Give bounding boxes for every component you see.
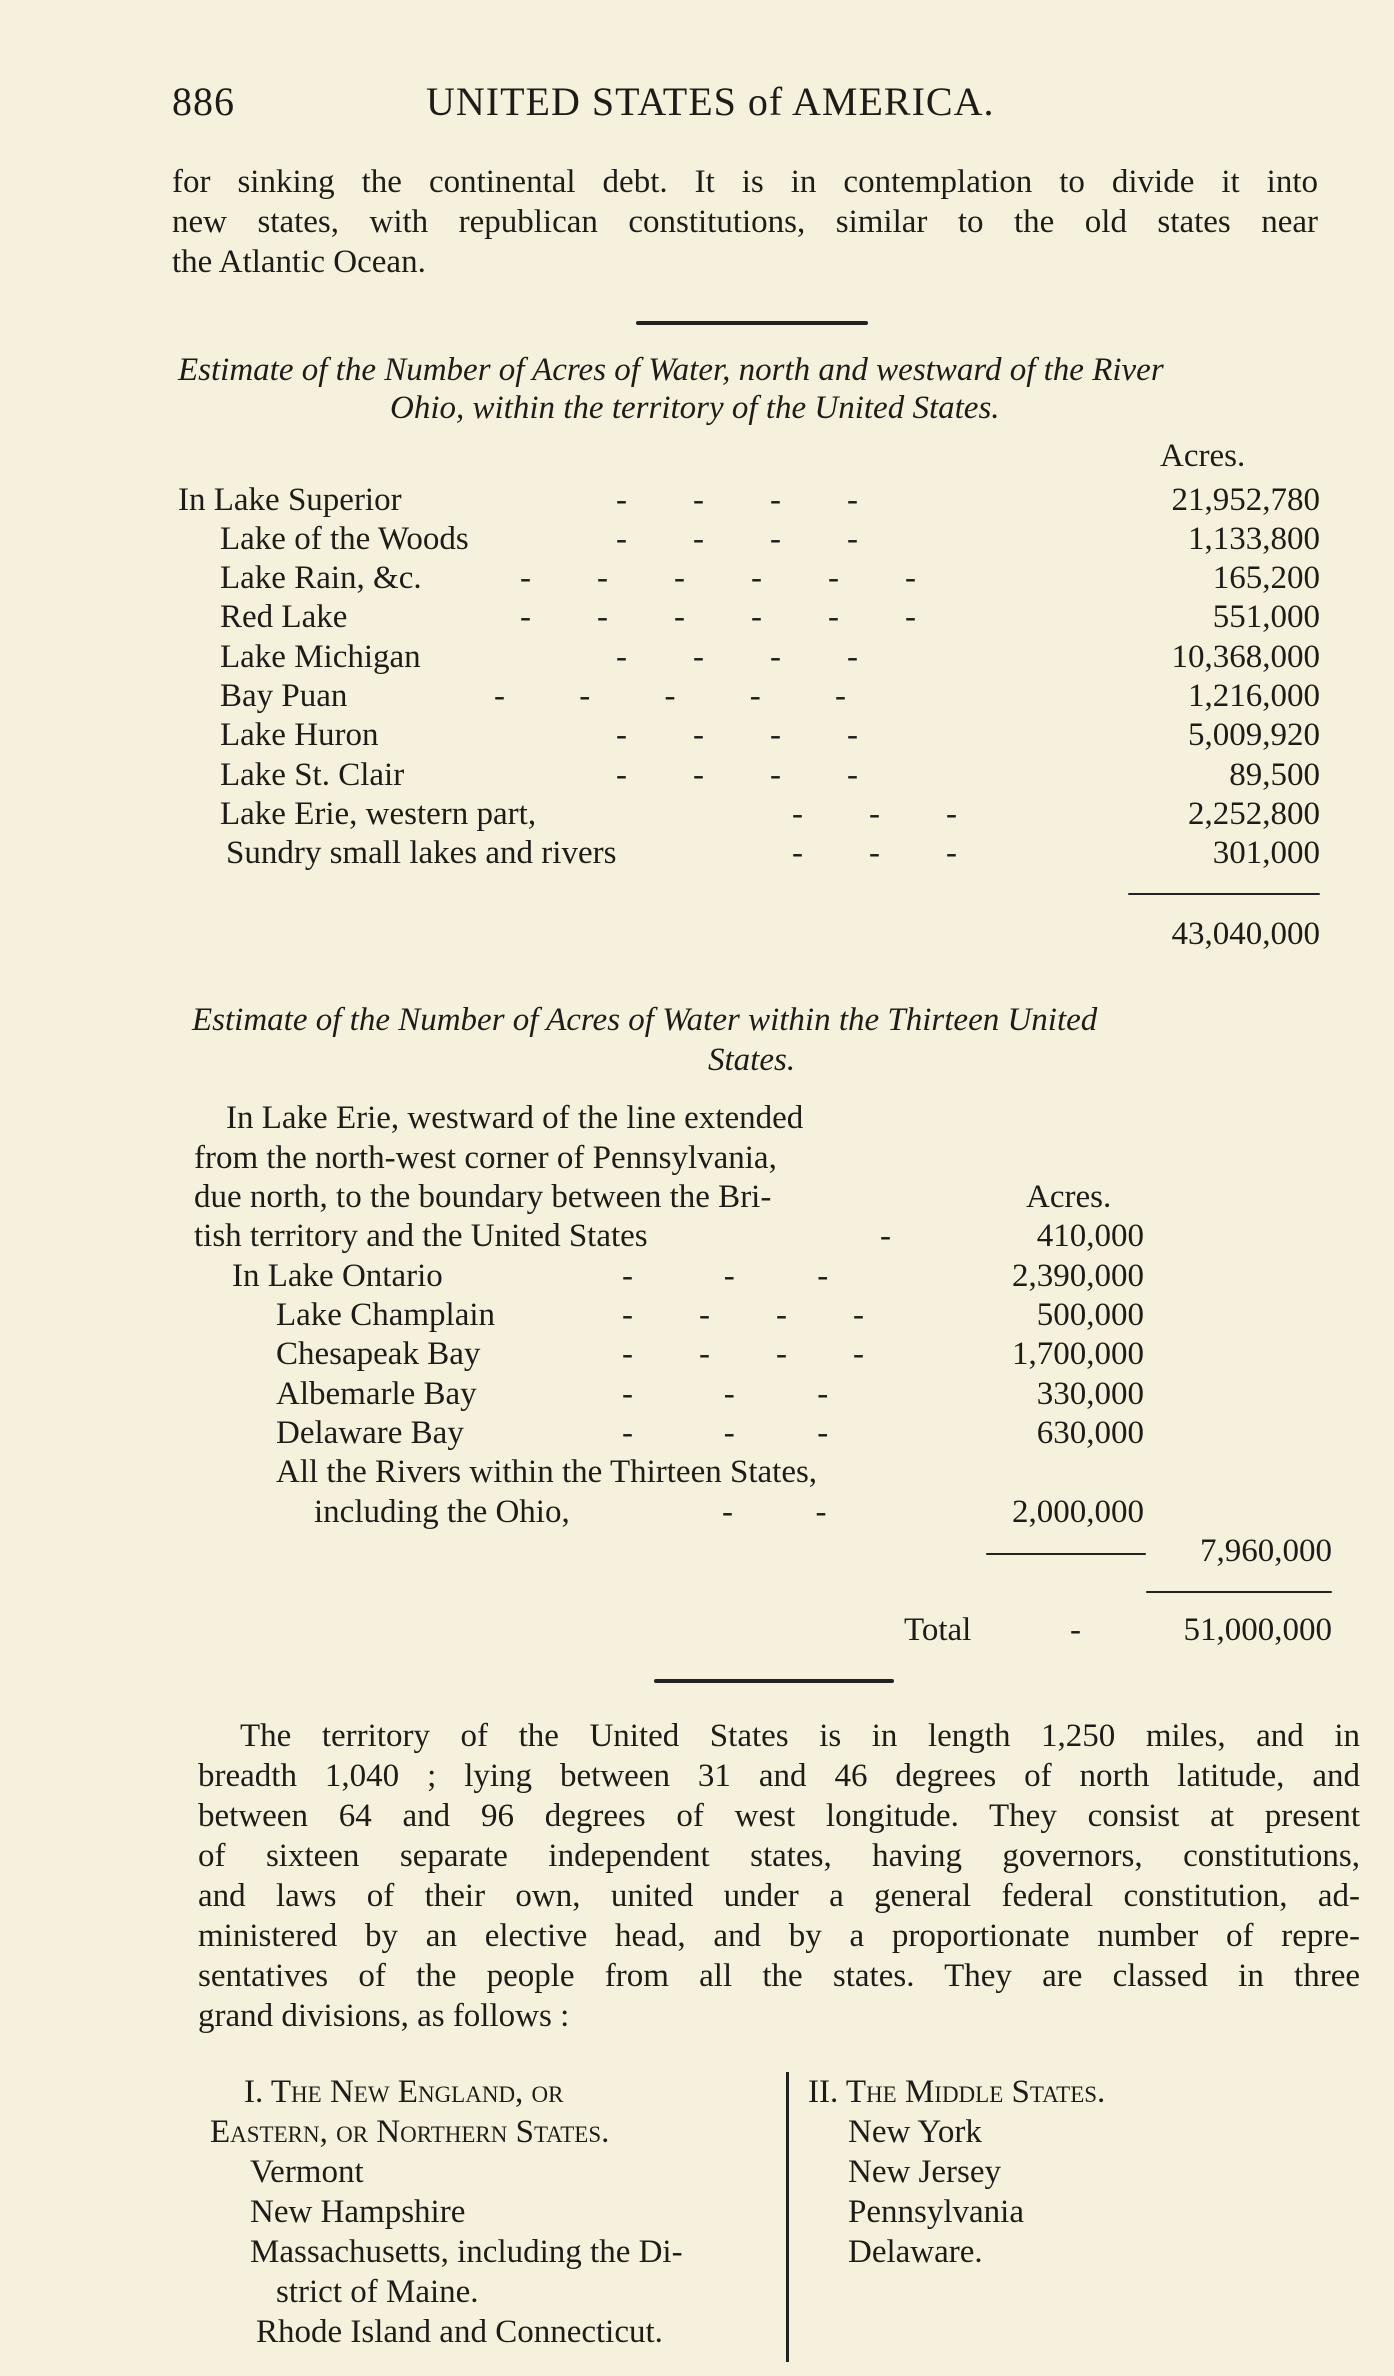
table2-value: 410,000 xyxy=(1036,1218,1144,1254)
leader-dashes: - - - - xyxy=(622,1297,864,1333)
table1-label: Red Lake xyxy=(220,599,348,635)
division-1-item: New Hampshire xyxy=(250,2194,466,2230)
table2-value: 1,700,000 xyxy=(1012,1336,1144,1372)
leader-dashes: - xyxy=(1070,1612,1081,1648)
table2-subtotal: 7,960,000 xyxy=(1200,1533,1332,1569)
division-2-item: New Jersey xyxy=(848,2154,1002,2190)
territory-line: The territory of the United States is in length 1,250 miles, and in xyxy=(240,1718,1360,1754)
intro-line: for sinking the continental debt. It is in contemplation to divide it into xyxy=(172,164,1318,200)
table2-intro-line: due north, to the boundary between the Bri- xyxy=(194,1179,772,1215)
table1-label: Sundry small lakes and rivers xyxy=(226,835,617,871)
page-number: 886 xyxy=(172,79,235,124)
leader-dashes: - - - xyxy=(792,835,957,871)
territory-line: sentatives of the people from all the states. They are classed in three xyxy=(198,1958,1360,1994)
section-rule xyxy=(636,321,868,325)
table2-caption-line1: Estimate of the Number of Acres of Water within the Thirteen United xyxy=(192,1002,1098,1038)
total-rule xyxy=(1146,1591,1332,1593)
table1-value: 21,952,780 xyxy=(1171,482,1320,518)
table1-label: Lake Huron xyxy=(220,717,379,753)
division-1-heading-line1: I. The New England, or xyxy=(244,2074,564,2110)
table1-label: Lake Erie, western part, xyxy=(220,796,537,832)
leader-dashes: - - - xyxy=(622,1415,829,1451)
division-1-item: Rhode Island and Connecticut. xyxy=(256,2314,663,2350)
table2-caption-line2: States. xyxy=(708,1042,796,1078)
table1-label: Lake Rain, &c. xyxy=(220,560,422,596)
table2-unit-header: Acres. xyxy=(1026,1179,1112,1215)
sum-rule xyxy=(1128,893,1320,895)
leader-dashes: - - - - - - xyxy=(520,560,916,596)
subtotal-rule xyxy=(986,1553,1146,1555)
division-1-item: Vermont xyxy=(250,2154,364,2190)
division-1-heading-line2: Eastern, or Northern States. xyxy=(210,2114,610,2150)
division-2-item: New York xyxy=(848,2114,982,2150)
intro-line: new states, with republican constitutions, similar to the old states near xyxy=(172,204,1318,240)
table2-label: Lake Champlain xyxy=(276,1297,496,1333)
leader-dashes: - - - - xyxy=(616,639,858,675)
territory-line: ministered by an elective head, and by a proportionate number of repre- xyxy=(198,1918,1360,1954)
division-2-heading: II. The Middle States. xyxy=(808,2074,1106,2110)
intro-paragraph xyxy=(172,162,1318,282)
table2-rivers-line1: All the Rivers within the Thirteen States, xyxy=(276,1454,818,1490)
section-rule xyxy=(654,1679,894,1683)
table2-label: Albemarle Bay xyxy=(276,1376,477,1412)
territory-line: and laws of their own, united under a general federal constitution, ad- xyxy=(198,1878,1360,1914)
table1-total: 43,040,000 xyxy=(1171,916,1320,952)
table2-label: Delaware Bay xyxy=(276,1415,464,1451)
table1-label: Bay Puan xyxy=(220,678,348,714)
division-2-item: Pennsylvania xyxy=(848,2194,1024,2230)
leader-dashes: - - - - - - xyxy=(520,599,916,635)
table2-value: 330,000 xyxy=(1036,1376,1144,1412)
table1-caption-line1: Estimate of the Number of Acres of Water, north and westward of the River xyxy=(178,352,1164,388)
division-1-item: Massachusetts, including the Di- xyxy=(250,2234,683,2270)
table2-rivers-line2: including the Ohio, xyxy=(314,1494,570,1530)
table1-label: Lake St. Clair xyxy=(220,757,405,793)
table1-label: Lake of the Woods xyxy=(220,521,469,557)
table1-value: 89,500 xyxy=(1229,757,1320,793)
table1-value: 10,368,000 xyxy=(1171,639,1320,675)
leader-dashes: - - - xyxy=(622,1376,829,1412)
table2-grand-total: 51,000,000 xyxy=(1183,1612,1332,1648)
table2-value: 2,390,000 xyxy=(1012,1258,1144,1294)
intro-line: the Atlantic Ocean. xyxy=(172,244,426,280)
table2-intro-line: In Lake Erie, westward of the line extended xyxy=(226,1100,804,1136)
leader-dashes: - - - xyxy=(792,796,957,832)
leader-dashes: - - - - xyxy=(616,757,858,793)
table2-intro-line: tish territory and the United States xyxy=(194,1218,648,1254)
table1-caption-line2: Ohio, within the territory of the United States. xyxy=(390,390,1000,426)
leader-dashes: - - - - xyxy=(616,482,858,518)
leader-dashes: - - xyxy=(722,1494,827,1530)
leader-dashes: - - - - xyxy=(616,717,858,753)
territory-paragraph xyxy=(198,1716,1360,2036)
leader-dashes: - - - - xyxy=(622,1336,864,1372)
table1-value: 301,000 xyxy=(1212,835,1320,871)
table2-intro-line: from the north-west corner of Pennsylvania, xyxy=(194,1140,777,1176)
leader-dashes: - - - xyxy=(622,1258,829,1294)
table2-label: Chesapeak Bay xyxy=(276,1336,481,1372)
table2-label: In Lake Ontario xyxy=(232,1258,443,1294)
running-title: UNITED STATES of AMERICA. xyxy=(426,79,995,124)
leader-dashes: - xyxy=(880,1218,891,1254)
table1-value: 551,000 xyxy=(1212,599,1320,635)
territory-line: between 64 and 96 degrees of west longitude. They consist at present xyxy=(198,1798,1360,1834)
table2-value: 630,000 xyxy=(1036,1415,1144,1451)
total-label: Total xyxy=(904,1612,972,1648)
territory-line: of sixteen separate independent states, having governors, constitutions, xyxy=(198,1838,1360,1874)
column-divider xyxy=(786,2072,789,2362)
table1-value: 1,216,000 xyxy=(1188,678,1320,714)
table2-rivers-value: 2,000,000 xyxy=(1012,1494,1144,1530)
table1-value: 165,200 xyxy=(1212,560,1320,596)
table1-value: 5,009,920 xyxy=(1188,717,1320,753)
table1-label: Lake Michigan xyxy=(220,639,421,675)
division-2-item: Delaware. xyxy=(848,2234,983,2270)
leader-dashes: - - - - - xyxy=(494,678,846,714)
territory-line: breadth 1,040 ; lying between 31 and 46 degrees of north latitude, and xyxy=(198,1758,1360,1794)
table1-unit-header: Acres. xyxy=(1160,438,1246,474)
table1-value: 1,133,800 xyxy=(1188,521,1320,557)
division-1-item: strict of Maine. xyxy=(276,2274,479,2310)
leader-dashes: - - - - xyxy=(616,521,858,557)
table1-value: 2,252,800 xyxy=(1188,796,1320,832)
table1-label: In Lake Superior xyxy=(178,482,402,518)
territory-line: grand divisions, as follows : xyxy=(198,1998,570,2034)
table2-value: 500,000 xyxy=(1036,1297,1144,1333)
